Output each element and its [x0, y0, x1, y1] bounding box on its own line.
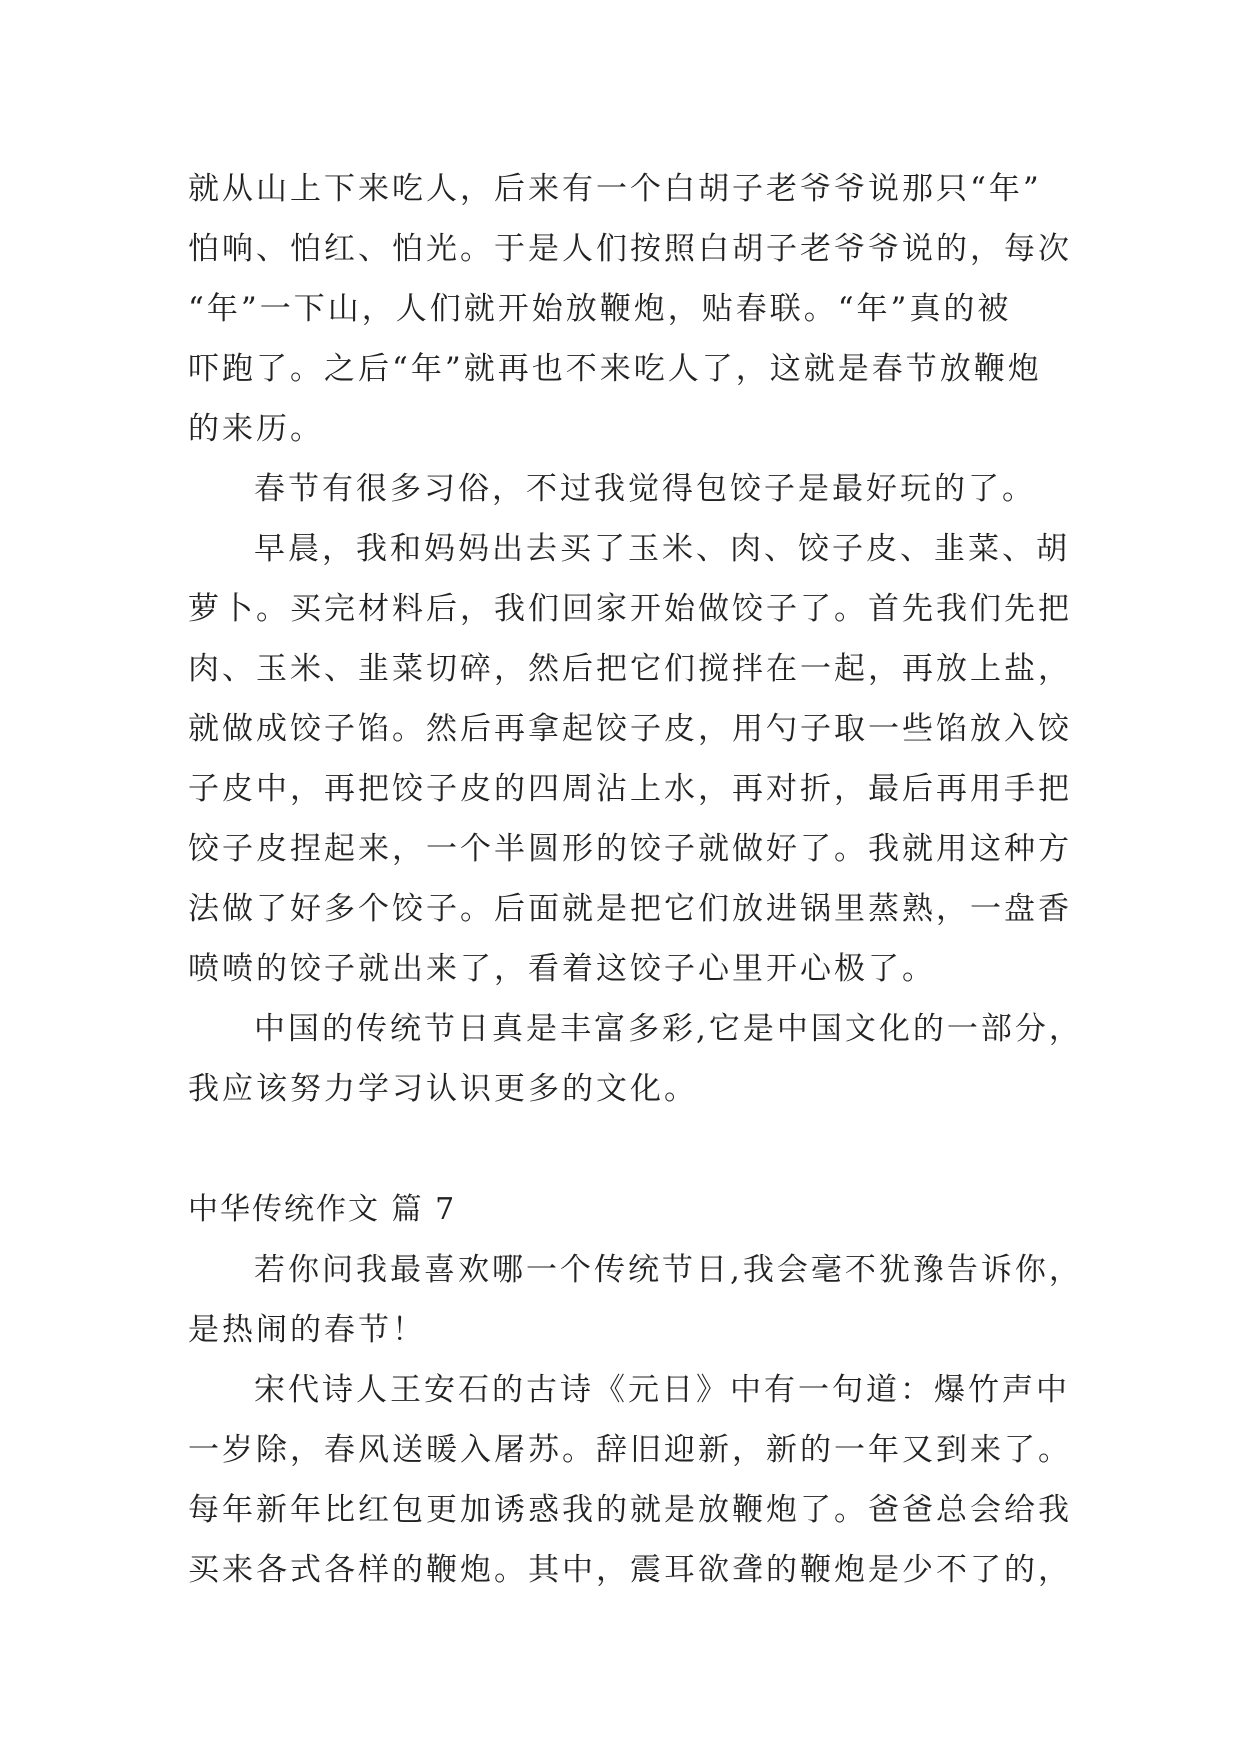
text-line: 我应该努力学习认识更多的文化。	[188, 1071, 698, 1107]
text-line: 若你问我最喜欢哪一个传统节日,我会毫不犹豫告诉你，	[254, 1252, 1083, 1288]
text-line: 是热闹的春节！	[188, 1312, 426, 1348]
text-line: 的来历。	[188, 411, 324, 447]
text-line: 子皮中，再把饺子皮的四周沾上水，再对折，最后再用手把	[188, 771, 1072, 807]
text-line: 萝卜。买完材料后，我们回家开始做饺子了。首先我们先把	[188, 591, 1072, 627]
text-line: 一岁除，春风送暖入屠苏。辞旧迎新，新的一年又到来了。	[188, 1432, 1072, 1468]
text-line: 就做成饺子馅。然后再拿起饺子皮，用勺子取一些馅放入饺	[188, 711, 1072, 747]
text-line: 每年新年比红包更加诱惑我的就是放鞭炮了。爸爸总会给我	[188, 1492, 1072, 1528]
text-line: 喷喷的饺子就出来了，看着这饺子心里开心极了。	[188, 951, 936, 987]
text-line: 法做了好多个饺子。后面就是把它们放进锅里蒸熟，一盘香	[188, 891, 1072, 927]
text-line: 吓跑了。之后“年”就再也不来吃人了，这就是春节放鞭炮	[188, 351, 1042, 387]
text-line: 怕响、怕红、怕光。于是人们按照白胡子老爷爷说的，每次	[188, 231, 1072, 267]
text-line: 就从山上下来吃人，后来有一个白胡子老爷爷说那只“年”	[188, 171, 1042, 207]
text-line: 春节有很多习俗，不过我觉得包饺子是最好玩的了。	[254, 471, 1036, 507]
essay-body	[188, 159, 1083, 1600]
text-line: 饺子皮捏起来，一个半圆形的饺子就做好了。我就用这种方	[188, 831, 1072, 867]
text-line: 肉、玉米、韭菜切碎，然后把它们搅拌在一起，再放上盐，	[188, 651, 1072, 687]
paragraph	[188, 1240, 1083, 1360]
section-gap	[188, 1119, 1068, 1180]
text-line: 早晨，我和妈妈出去买了玉米、肉、饺子皮、韭菜、胡	[254, 531, 1070, 567]
text-line: 买来各式各样的鞭炮。其中，震耳欲聋的鞭炮是少不了的，	[188, 1552, 1072, 1588]
text-line: “年”一下山，人们就开始放鞭炮，贴春联。“年”真的被	[188, 291, 1012, 327]
paragraph	[188, 459, 1068, 519]
section-heading: 中华传统作文 篇 7	[188, 1192, 457, 1227]
paragraph	[188, 159, 1072, 459]
text-line: 中国的传统节日真是丰富多彩,它是中国文化的一部分，	[254, 1011, 1083, 1047]
paragraph	[188, 999, 1083, 1119]
paragraph	[188, 519, 1072, 999]
paragraph	[188, 1360, 1072, 1600]
text-line: 宋代诗人王安石的古诗《元日》中有一句道：爆竹声中	[254, 1372, 1070, 1408]
